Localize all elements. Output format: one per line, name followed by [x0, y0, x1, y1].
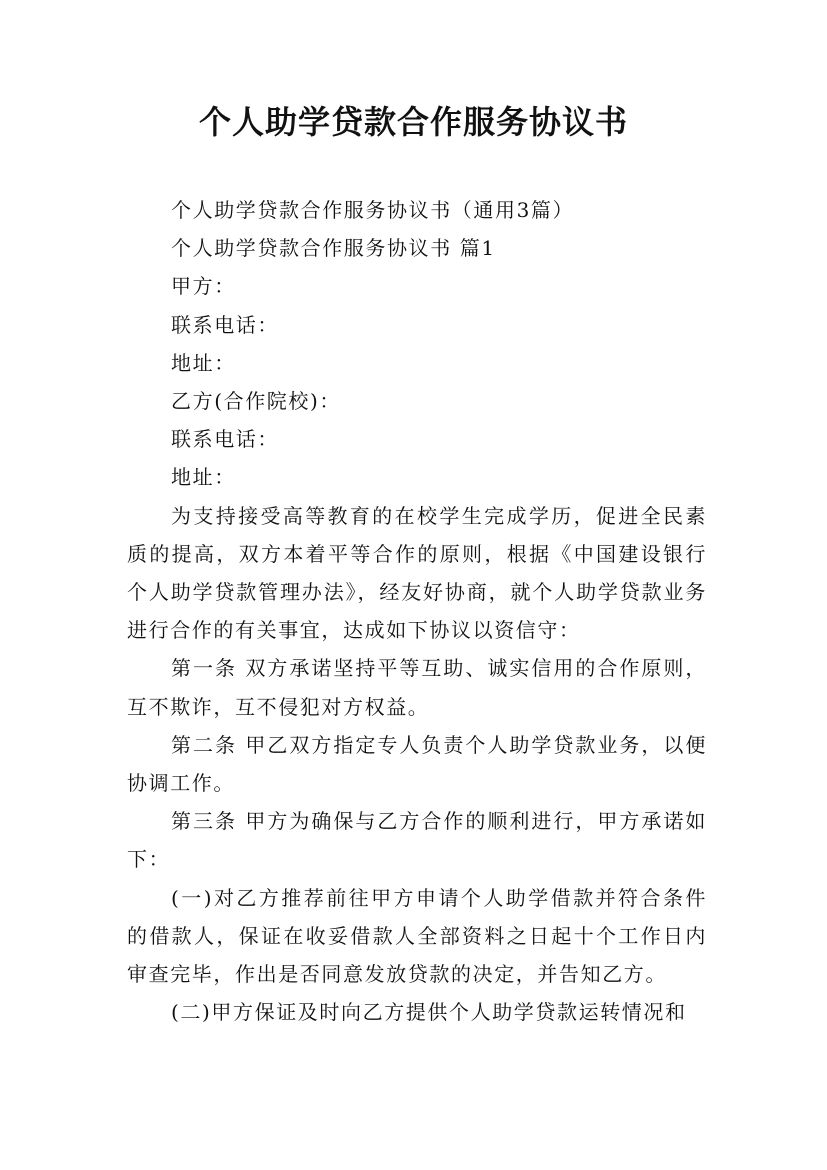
article-2: 第二条 甲乙双方指定专人负责个人助学贷款业务，以便协调工作。	[127, 732, 707, 796]
party-b-label: 乙方(合作院校)：	[171, 389, 342, 414]
subtitle-line: 个人助学贷款合作服务协议书（通用3篇）	[171, 198, 575, 222]
party-b-address-label: 地址：	[171, 465, 236, 490]
party-a-label: 甲方：	[171, 274, 236, 299]
party-a-address-label: 地址：	[171, 350, 236, 375]
article-3: 第三条 甲方为确保与乙方合作的顺利进行，甲方承诺如下：	[127, 809, 707, 872]
article-3-item-2: (二)甲方保证及时向乙方提供个人助学贷款运转情况和	[171, 1000, 687, 1025]
preamble-paragraph: 为支持接受高等教育的在校学生完成学历，促进全民素质的提高，双方本着平等合作的原则，根据《中国建设银行个人助学贷款管理办法》，经友好协商，就个人助学贷款业务进行合作的有关事宜，达成如下协议以资信守：	[127, 503, 707, 643]
party-b-phone-label: 联系电话：	[171, 427, 279, 452]
section-heading: 个人助学贷款合作服务协议书 篇1	[171, 236, 496, 261]
document-title: 个人助学贷款合作服务协议书	[198, 103, 628, 141]
article-1: 第一条 双方承诺坚持平等互助、诚实信用的合作原则，互不欺诈，互不侵犯对方权益。	[127, 656, 707, 719]
party-a-phone-label: 联系电话：	[171, 312, 279, 337]
article-3-item-1: (一)对乙方推荐前往甲方申请个人助学借款并符合条件的借款人，保证在收妥借款人全部资料之日起十个工作日内审查完毕，作出是否同意发放贷款的决定，并告知乙方。	[127, 885, 707, 987]
document-body	[127, 191, 707, 1031]
